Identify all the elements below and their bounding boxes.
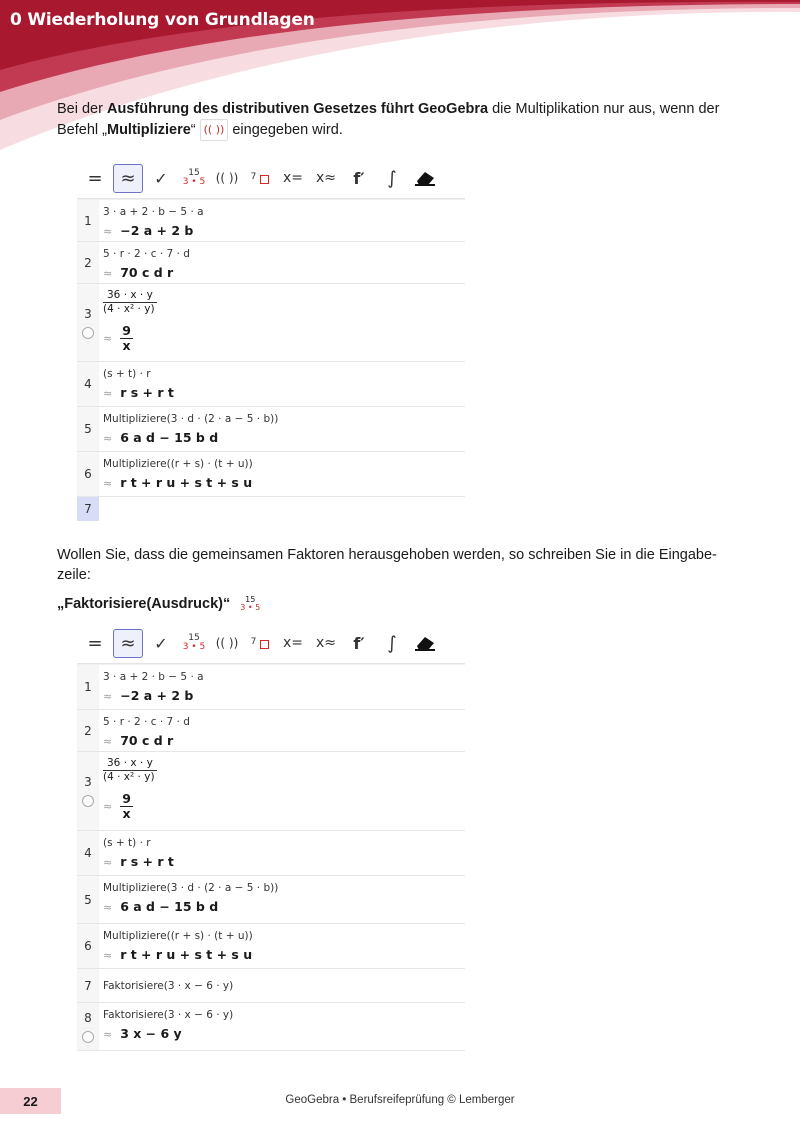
chapter-title: 0 Wiederholung von Grundlagen [10,10,315,30]
footer-text: GeoGebra • Berufsreifeprüfung © Lemberger [285,1094,515,1106]
eraser-icon [414,635,436,651]
row-number: 1 [77,200,99,241]
cas-row[interactable] [77,284,465,362]
row-output: ≈ $\frac{9}{x}$ [103,323,131,353]
substitute-button[interactable] [245,164,275,193]
factor-button[interactable] [179,629,209,658]
cas-row[interactable] [77,876,465,924]
integral-button[interactable]: ∫ [387,632,397,654]
row-number: 1 [77,665,99,709]
row-output: ≈ 3 x − 6 y [103,1026,182,1041]
row-output: ≈ 6 a d − 15 b d [103,430,219,445]
row-number: 3 [77,284,99,361]
row-number: 8 [77,1003,99,1050]
visibility-toggle-icon[interactable] [82,795,94,807]
derivative-button[interactable]: f′ [353,633,365,653]
row-number: 6 [77,924,99,968]
row-input[interactable]: (s + t) · r [103,837,151,849]
geogebra-cas-window-2 [77,623,465,1051]
substitute-icon: 7 [251,637,270,649]
row-number: 6 [77,452,99,496]
eraser-button[interactable] [410,164,440,193]
row-input[interactable]: Multipliziere((r + s) · (t + u)) [103,458,253,470]
cas-row[interactable] [77,362,465,407]
cas-row[interactable] [77,242,465,284]
cas-toolbar [77,623,465,664]
bold-segment: Multipliziere [106,121,191,138]
row-input[interactable]: (s + t) · r [103,368,151,380]
intro-paragraph [57,99,747,141]
cas-row[interactable] [77,710,465,752]
row-number: 5 [77,876,99,923]
row-output: ≈ 70 c d r [103,733,174,748]
solve-label: x= [282,170,303,186]
cas-row[interactable] [77,1003,465,1051]
text-segment: Bei der [57,101,107,117]
cas-row[interactable] [77,831,465,876]
evaluate-button[interactable]: = [87,167,103,189]
numeric-button[interactable]: ≈ [113,629,143,658]
text-segment: “ [190,121,200,138]
nsolve-label: x≈ [315,635,336,651]
text-segment: die Multiplikation nur aus, wenn der Befehl „ [57,101,720,138]
row-output: ≈ r t + r u + s t + s u [103,475,253,490]
row-number: 4 [77,362,99,406]
row-input[interactable]: Faktorisiere(3 · x − 6 · y) [103,979,234,992]
row-input[interactable]: 5 · r · 2 · c · 7 · d [103,248,190,260]
row-number: 2 [77,242,99,283]
factor-command: „Faktorisiere(Ausdruck)“ [57,596,231,612]
factor-icon: 15 3 • 5 [240,595,261,613]
factor-bottom: 3 • 5 [182,177,206,187]
row-output: ≈ 70 c d r [103,265,174,280]
row-input[interactable]: Multipliziere((r + s) · (t + u)) [103,930,253,942]
row-output: ≈ −2 a + 2 b [103,688,194,703]
cas-toolbar [77,158,465,199]
factor-paragraph: Wollen Sie, dass die gemeinsamen Faktoren herausgehoben werden, so schreiben Sie in die Eingabe-zeile: [57,547,717,583]
text-segment: eingegeben wird. [228,121,343,138]
factor-bottom: 3 • 5 [182,642,206,652]
cas-row[interactable] [77,452,465,497]
row-input[interactable]: $\frac{36 \cdot x \cdot y}{\text{(4 · x² · y)}}$ [103,757,157,784]
cas-row[interactable] [77,665,465,710]
solve-button[interactable] [278,629,308,658]
row-number: 4 [77,831,99,875]
derivative-button[interactable]: f′ [353,168,365,188]
substitute-icon: 7 [251,172,270,184]
expand-button[interactable]: (( )) [215,171,239,185]
cas-row[interactable] [77,969,465,1003]
row-input[interactable]: 5 · r · 2 · c · 7 · d [103,716,190,728]
eraser-icon [414,170,436,186]
expand-icon: (( )) [200,119,229,141]
integral-button[interactable]: ∫ [387,167,397,189]
empty-input[interactable] [99,497,465,521]
page-number: 22 [0,1088,61,1114]
solve-button[interactable] [278,164,308,193]
solve-label: x= [282,635,303,651]
geogebra-cas-window-1 [77,158,465,521]
row-output: ≈ r t + r u + s t + s u [103,947,253,962]
keep-input-button[interactable]: ✓ [154,168,168,188]
nsolve-button[interactable] [311,629,341,658]
nsolve-label: x≈ [315,170,336,186]
cas-row[interactable] [77,752,465,831]
row-output: ≈ r s + r t [103,854,174,869]
keep-input-button[interactable]: ✓ [154,633,168,653]
row-input[interactable]: 3 · a + 2 · b − 5 · a [103,206,204,218]
expand-button[interactable]: (( )) [215,636,239,650]
row-output: ≈ −2 a + 2 b [103,223,194,238]
substitute-button[interactable] [245,629,275,658]
factor-command-line [57,594,747,614]
row-number: 5 [77,407,99,451]
eraser-button[interactable] [410,629,440,658]
row-output: ≈ 6 a d − 15 b d [103,899,219,914]
row-number: 3 [77,752,99,830]
row-number: 7 [77,497,99,521]
cas-row[interactable] [77,924,465,969]
row-output: ≈ $\frac{9}{x}$ [103,791,131,821]
cas-row-empty[interactable] [77,497,465,521]
visibility-toggle-icon[interactable] [82,327,94,339]
nsolve-button[interactable] [311,164,341,193]
bold-segment: Ausführung des distributiven Gesetzes führt GeoGebra [106,101,489,117]
evaluate-button[interactable]: = [87,632,103,654]
row-output: ≈ r s + r t [103,385,174,400]
factor-top: 15 [188,633,200,643]
row-input[interactable]: Faktorisiere(3 · x − 6 · y) [103,1009,234,1021]
row-input[interactable]: $\frac{36 \cdot x \cdot y}{\text{(4 · x² · y)}}$ [103,289,157,316]
row-input[interactable]: 3 · a + 2 · b − 5 · a [103,671,204,683]
row-number: 2 [77,710,99,751]
cas-row[interactable] [77,407,465,452]
row-number: 7 [77,969,99,1002]
cas-row[interactable] [77,200,465,242]
factor-button[interactable] [179,164,209,193]
numeric-button[interactable]: ≈ [113,164,143,193]
factor-top: 15 [188,168,200,178]
visibility-toggle-icon[interactable] [82,1031,94,1043]
row-input[interactable]: Multipliziere(3 · d · (2 · a − 5 · b)) [103,413,279,425]
row-input[interactable]: Multipliziere(3 · d · (2 · a − 5 · b)) [103,882,279,894]
